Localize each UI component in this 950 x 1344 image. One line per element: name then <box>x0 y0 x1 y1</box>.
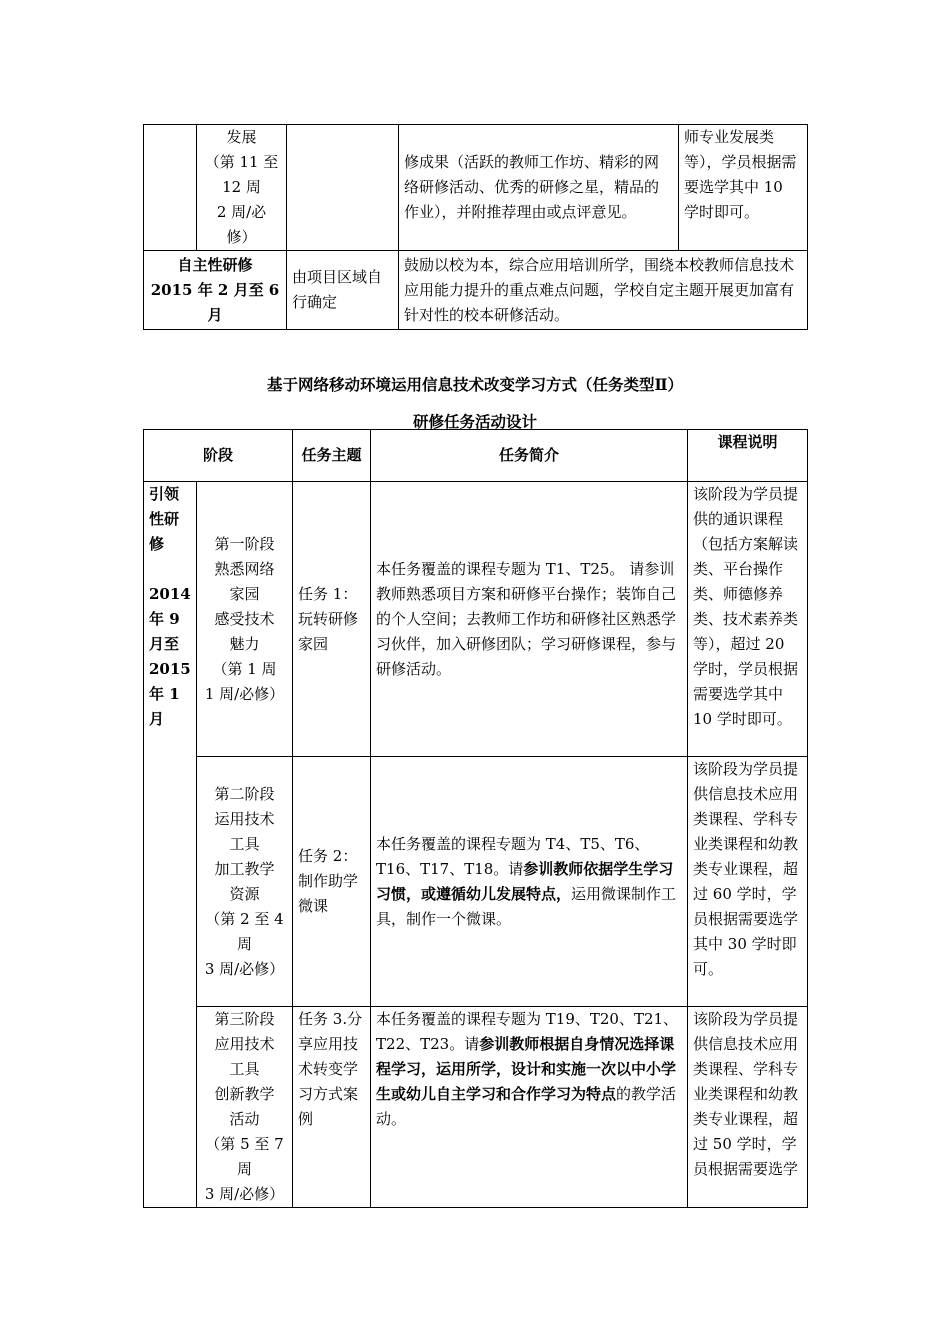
intro-emphasis: 参训教师根据自身情况选择课程学习，运用所学，设计和实施一次以中小学生或幼儿自主学习和合作学习为特点 <box>376 1035 677 1103</box>
stage-line: 应用技术 <box>214 1035 275 1053</box>
header-course: 课程说明 <box>688 430 808 482</box>
stage-line: 活动 <box>229 1110 260 1128</box>
stage-line: 工具 <box>229 1060 260 1078</box>
phase-line: 修 <box>149 535 165 553</box>
stage-line: 资源 <box>229 885 260 903</box>
topic-cell <box>287 125 399 251</box>
table-row <box>144 757 808 1007</box>
intro-cell <box>371 757 688 1007</box>
stage-line: 3 周/必修） <box>204 1185 285 1203</box>
stage-line: 加工教学 <box>214 860 275 878</box>
intro-text: 的教学活动。 <box>376 1085 677 1128</box>
phase-line <box>149 557 191 582</box>
task-design-table <box>143 429 808 1208</box>
course-cell: 该阶段为学员提供信息技术应用类课程、学科专业类课程和幼教类专业课程，超过 60 学时，学员根据需要选学其中 30 学时即可。 <box>688 757 808 1007</box>
stage-line: 1 周/必修） <box>204 685 285 703</box>
stage-line: 周 <box>237 935 253 953</box>
course-cell: 该阶段为学员提供的通识课程（包括方案解读类、平台操作类、师德修养类、技术素养类等），超过 20 学时，学员根据需要选学其中 10 学时即可。 <box>688 482 808 757</box>
header-topic: 任务主题 <box>293 430 371 482</box>
intro-emphasis: 参训教师依据学生学习习惯，或遵循幼儿发展特点， <box>376 860 674 903</box>
intro-text: 本任务覆盖的课程专题为 T19、T20、T21、T22、T23。请 <box>376 1010 679 1053</box>
phase-label-cell <box>144 482 197 1208</box>
phase-line: 2015 <box>149 660 191 678</box>
phase-line: 月至 <box>149 635 180 653</box>
stage-cell <box>197 482 293 757</box>
phase-line: 年 1 <box>149 685 180 703</box>
stage-line: 2 周/必 <box>216 203 267 221</box>
intro-cell <box>399 125 679 251</box>
stage-line: 感受技术 <box>214 610 275 628</box>
table-row <box>144 1007 808 1208</box>
intro-text: 修成果（活跃的教师工作坊、精彩的网络研修活动、优秀的研修之星，精品的作业），并附推荐理由或点评意见。 <box>404 153 660 221</box>
header-stage: 阶段 <box>144 430 293 482</box>
stage-line: 熟悉网络 <box>214 560 275 578</box>
topic-cell: 任务 1：玩转研修家园 <box>293 482 371 757</box>
stage-cell <box>197 1007 293 1208</box>
self-study-period: 2015 年 2 月至 6 月 <box>150 280 280 324</box>
table-row <box>144 251 808 330</box>
intro-cell <box>371 1007 688 1208</box>
section-subtitle: 研修任务活动设计 <box>412 412 537 431</box>
stage-line: （第 2 至 4 <box>205 910 284 928</box>
intro-cell: 本任务覆盖的课程专题为 T1、T25。 请参训教师熟悉项目方案和研修平台操作；装饰自己的个人空间；去教师工作坊和研修社区熟悉学习伙伴，加入研修团队；学习研修课程，参与研修活动。 <box>371 482 688 757</box>
stage-line: 周 <box>237 1160 253 1178</box>
self-study-title: 自主性研修 <box>177 255 253 274</box>
intro-text: 本任务覆盖的课程专题为 T4、T5、T6、T16、T17、T18。请 <box>376 835 650 878</box>
stage-line: 发展 <box>226 128 257 146</box>
phase-line: 年 9 <box>149 610 180 628</box>
stage-line: （第 5 至 7 <box>205 1135 284 1153</box>
phase-line: 性研 <box>149 510 180 528</box>
topic-cell: 任务 2：制作助学微课 <box>293 757 371 1007</box>
stage-line: 运用技术 <box>214 810 275 828</box>
stage-line: 3 周/必修） <box>204 960 285 978</box>
stage-line: 魅力 <box>229 635 260 653</box>
stage-line: 修） <box>226 228 257 246</box>
stage-cell <box>197 757 293 1007</box>
stage-line: （第 1 周 <box>212 660 277 678</box>
stage-line: 创新教学 <box>214 1085 275 1103</box>
stage-line: 第一阶段 <box>214 535 275 553</box>
phase-line: 月 <box>149 710 165 728</box>
section-title: 基于网络移动环境运用信息技术改变学习方式（任务类型Ⅱ） <box>266 375 684 394</box>
intro-cell: 鼓励以校为本，综合应用培训所学，围绕本校教师信息技术应用能力提升的重点难点问题，学校自定主题开展更加富有针对性的校本研修活动。 <box>399 251 808 330</box>
phase-cell <box>144 125 197 251</box>
table-header-row <box>144 430 808 482</box>
phase-line: 引领 <box>149 485 180 503</box>
stage-line: 第二阶段 <box>214 785 275 803</box>
self-study-label <box>144 251 287 330</box>
stage-line: 第三阶段 <box>214 1010 275 1028</box>
topic-cell: 任务 3.分享应用技术转变学习方式案例 <box>293 1007 371 1208</box>
stage-line: 家园 <box>229 585 260 603</box>
stage-cell <box>197 125 287 251</box>
course-cell: 师专业发展类等），学员根据需要选学其中 10 学时即可。 <box>679 125 808 251</box>
course-cell: 该阶段为学员提供信息技术应用类课程、学科专业类课程和幼教类专业课程，超过 50 学时，学员根据需要选学 <box>688 1007 808 1208</box>
stage-line: 12 周 <box>222 178 261 196</box>
topic-cell: 由项目区域自行确定 <box>287 251 399 330</box>
table-row <box>144 125 808 251</box>
table-row <box>144 482 808 757</box>
stage-line: 工具 <box>229 835 260 853</box>
intro-text: 运用微课制作工具，制作一个微课。 <box>376 885 677 928</box>
stage-line: （第 11 至 <box>204 153 279 171</box>
table-continuation <box>143 124 808 330</box>
phase-line: 2014 <box>149 585 191 603</box>
header-intro: 任务简介 <box>371 430 688 482</box>
